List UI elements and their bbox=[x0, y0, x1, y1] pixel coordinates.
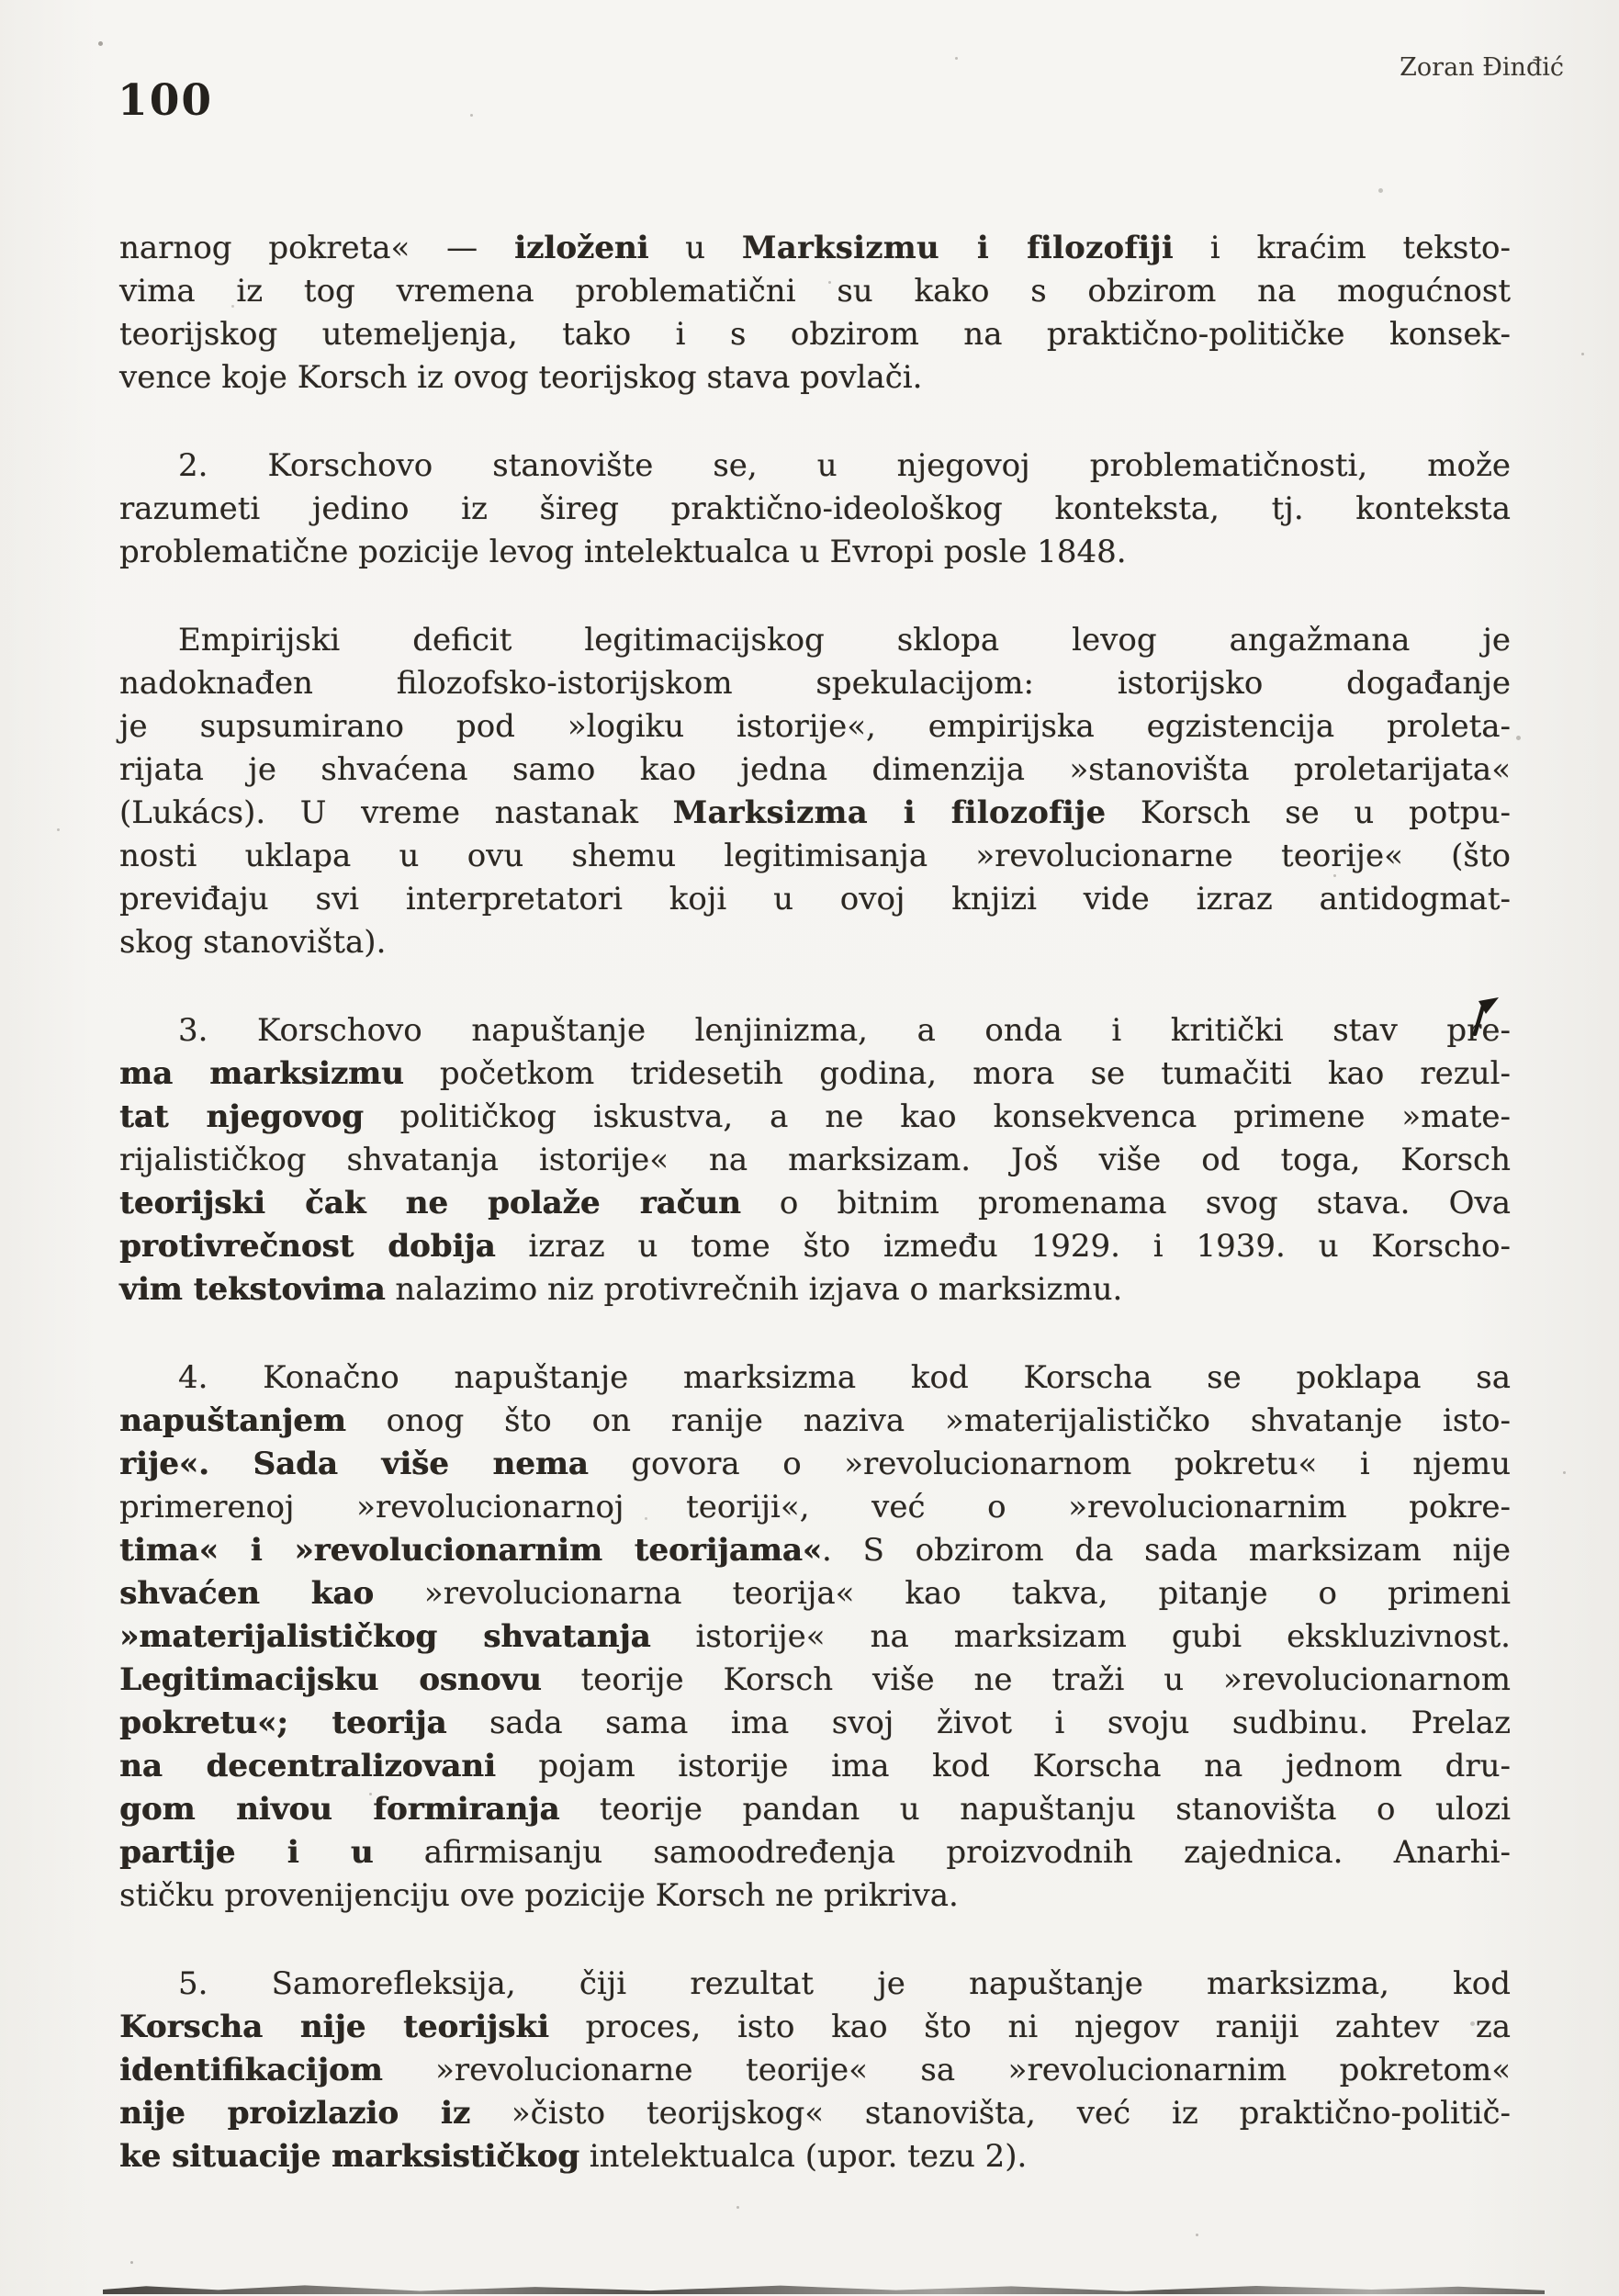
text-line: razumeti jedino iz šireg praktično-ideološkog konteksta, tj. konteksta bbox=[119, 490, 1511, 527]
text-line: pokretu«; teorija sada sama ima svoj život i svoju sudbinu. Prelaz bbox=[119, 1705, 1511, 1741]
text-line: na decentralizovani pojam istorije ima kod Korscha na jednom dru- bbox=[119, 1748, 1511, 1784]
text-line: skog stanovišta). bbox=[119, 924, 387, 961]
text-line: tima« i »revolucionarnim teorijama«. S obzirom da sada marksizam nije bbox=[119, 1532, 1512, 1569]
text-line: rijata je shvaćena samo kao jedna dimenzija »stanovišta proletarijata« bbox=[119, 751, 1511, 788]
text-line: vima iz tog vremena problematični su kako s obzirom na mogućnost bbox=[119, 273, 1511, 310]
text-line: Legitimacijsku osnovu teorije Korsch više ne traži u »revolucionarnom bbox=[119, 1661, 1511, 1698]
text-line: teorijski čak ne polaže račun o bitnim promenama svog stava. Ova bbox=[119, 1185, 1511, 1221]
text-line: partije i u afirmisanju samoodređenja proizvodnih zajednica. Anarhi- bbox=[119, 1834, 1511, 1871]
paragraph bbox=[119, 619, 1511, 964]
text-line: stičku provenijenciju ove pozicije Korsch ne prikriva. bbox=[119, 1877, 959, 1914]
text-line: nadoknađen filozofsko-istorijskom spekulacijom: istorijsko događanje bbox=[119, 665, 1511, 702]
text-line: 4. Konačno napuštanje marksizma kod Korscha se poklapa sa bbox=[178, 1359, 1511, 1396]
paper-specks bbox=[0, 0, 3, 3]
text-line: Korscha nije teorijski proces, isto kao što ni njegov raniji zahtev za bbox=[119, 2009, 1512, 2045]
text-line: tat njegovog političkog iskustva, a ne kao konsekvenca primene »mate- bbox=[119, 1098, 1511, 1135]
text-line: teorijskog utemeljenja, tako i s obzirom na praktično-političke konsek- bbox=[119, 316, 1511, 353]
text-line: napuštanjem onog što on ranije naziva »materijalističko shvatanje isto- bbox=[119, 1402, 1511, 1439]
text-line: Empirijski deficit legitimacijskog sklopa levog angažmana je bbox=[178, 622, 1511, 658]
paragraph bbox=[119, 1356, 1511, 1918]
text-line: rijalističkog shvatanja istorije« na marksizam. Još više od toga, Korsch bbox=[119, 1142, 1511, 1178]
text-line: vim tekstovima nalazimo niz protivrečnih izjava o marksizmu. bbox=[119, 1271, 1123, 1308]
text-line: problematične pozicije levog intelektualca u Evropi posle 1848. bbox=[119, 534, 1127, 570]
body-text bbox=[119, 227, 1511, 2178]
paragraph bbox=[119, 227, 1511, 400]
text-line: (Lukács). U vreme nastanak Marksizma i filozofije Korsch se u potpu- bbox=[119, 794, 1512, 831]
text-line: nosti uklapa u ovu shemu legitimisanja »revolucionarne teorije« (što bbox=[119, 838, 1511, 874]
text-line: protivrečnost dobija izraz u tome što između 1929. i 1939. u Korscho- bbox=[119, 1228, 1511, 1265]
text-line: identifikacijom »revolucionarne teorije« sa »revolucionarnim pokretom« bbox=[119, 2052, 1511, 2088]
text-line: rije«. Sada više nema govora o »revolucionarnom pokretu« i njemu bbox=[119, 1446, 1511, 1482]
text-line: primerenoj »revolucionarnoj teoriji«, već o »revolucionarnim pokre- bbox=[119, 1489, 1511, 1525]
paragraph bbox=[119, 1963, 1511, 2178]
text-line: ke situacije marksističkog intelektualca (upor. tezu 2). bbox=[119, 2138, 1028, 2175]
text-line: shvaćen kao »revolucionarna teorija« kao takva, pitanje o primeni bbox=[119, 1575, 1511, 1612]
text-line: 2. Korschovo stanovište se, u njegovoj problematičnosti, može bbox=[178, 447, 1511, 484]
text-line: narnog pokreta« — izloženi u Marksizmu i filozofiji i kraćim teksto- bbox=[119, 230, 1511, 266]
text-line: je supsumirano pod »logiku istorije«, empirijska egzistencija proleta- bbox=[119, 708, 1511, 745]
text-line: 5. Samorefleksija, čiji rezultat je napuštanje marksizma, kod bbox=[178, 1965, 1511, 2002]
text-line: gom nivou formiranja teorije pandan u napuštanju stanovišta o ulozi bbox=[119, 1791, 1511, 1828]
text-line: nije proizlazio iz »čisto teorijskog« stanovišta, već iz praktično-politič- bbox=[119, 2095, 1511, 2132]
text-line: previđaju svi interpretatori koji u ovoj knjizi vide izraz antidogmat- bbox=[119, 881, 1511, 917]
pen-arrow-mark bbox=[1466, 988, 1504, 1036]
text-line: »materijalističkog shvatanja istorije« na marksizam gubi ekskluzivnost. bbox=[119, 1618, 1511, 1655]
running-head: Zoran Đinđić bbox=[1400, 53, 1564, 82]
text-line: 3. Korschovo napuštanje lenjinizma, a onda i kritički stav pre- bbox=[178, 1012, 1511, 1049]
paragraph bbox=[119, 445, 1511, 574]
scan-edge-artifact bbox=[103, 2284, 1545, 2294]
text-line: ma marksizmu početkom tridesetih godina, mora se tumačiti kao rezul- bbox=[119, 1055, 1511, 1092]
paragraph bbox=[119, 1009, 1511, 1311]
text-line: vence koje Korsch iz ovog teorijskog stava povlači. bbox=[119, 359, 923, 396]
page-number: 100 bbox=[118, 75, 214, 126]
